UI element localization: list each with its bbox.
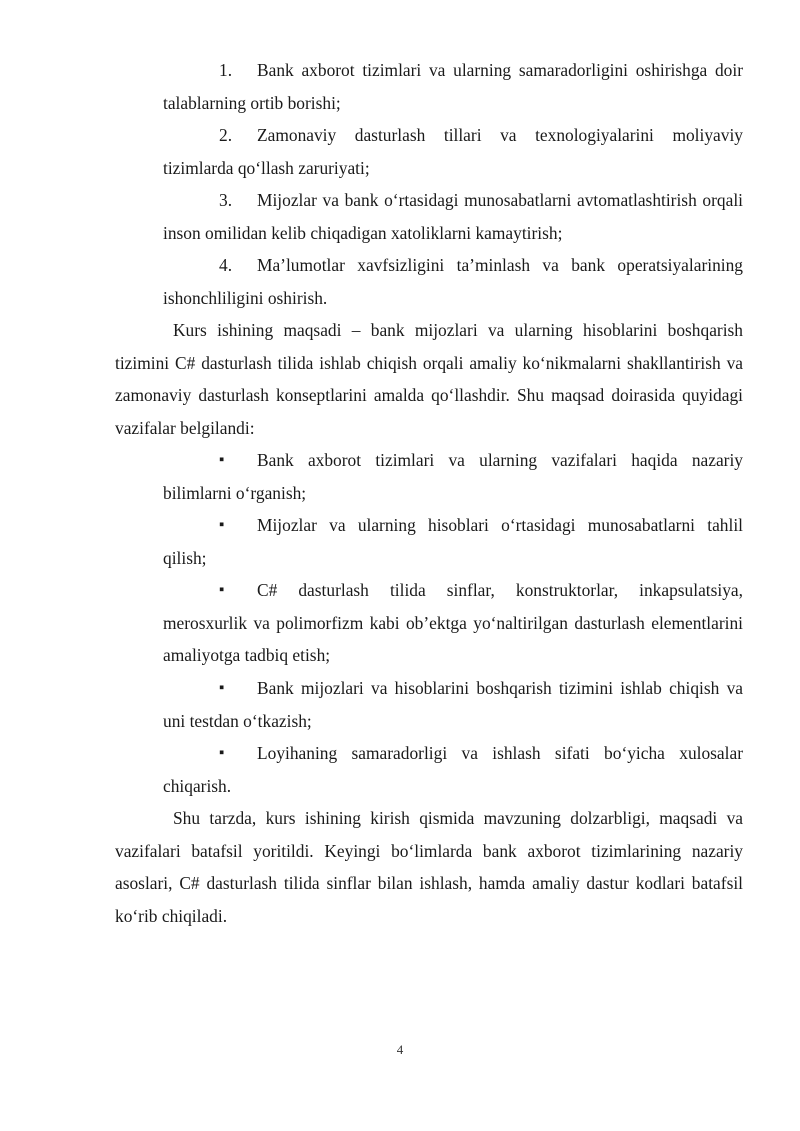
list-item-text: Mijozlar va bank o‘rtasidagi munosabatlarni avtomatlashtirish orqali inson omilidan kelib chiqadigan xatoliklarni kamaytirish;	[163, 190, 743, 243]
list-item-text: Zamonaviy dasturlash tillari va texnologiyalarini moliyaviy tizimlarda qo‘llash zaruriyati;	[163, 125, 743, 178]
list-item-text: Loyihaning samaradorligi va ishlash sifati bo‘yicha xulosalar chiqarish.	[163, 743, 743, 796]
task-item-4	[163, 672, 743, 737]
conclusion-paragraph: Shu tarzda, kurs ishining kirish qismida mavzuning dolzarbligi, maqsadi va vazifalari batafsil yoritildi. Keyingi bo‘limlarda bank axborot tizimlarining nazariy asoslari, C# dasturlash tilida sinflar bilan ishlash, hamda amaliy dastur kodlari batafsil ko‘rib chiqiladi.	[115, 808, 743, 926]
numbered-item-3	[163, 184, 743, 249]
page-number: 4	[396, 1042, 404, 1057]
list-number: 2.	[219, 125, 233, 145]
list-item-text: Ma’lumotlar xavfsizligini ta’minlash va bank operatsiyalarining ishonchliligini oshirish.	[163, 255, 743, 308]
list-item-text: Bank axborot tizimlari va ularning samaradorligini oshirishga doir talablarning ortib borishi;	[163, 60, 743, 113]
numbered-item-1	[163, 54, 743, 119]
numbered-item-4	[163, 249, 743, 314]
task-item-5	[163, 737, 743, 802]
list-number: 3.	[219, 190, 233, 210]
list-item-text: Bank mijozlari va hisoblarini boshqarish tizimini ishlab chiqish va uni testdan o‘tkazish;	[163, 678, 743, 731]
task-item-3	[163, 574, 743, 672]
list-item-text: Mijozlar va ularning hisoblari o‘rtasidagi munosabatlarni tahlil qilish;	[163, 515, 743, 568]
list-item-text: Bank axborot tizimlari va ularning vazifalari haqida nazariy bilimlarni o‘rganish;	[163, 450, 743, 503]
bullet-icon: ▪	[219, 680, 225, 696]
list-number: 1.	[219, 60, 233, 80]
task-item-1	[163, 444, 743, 509]
list-item-text: C# dasturlash tilida sinflar, konstruktorlar, inkapsulatsiya, merosxurlik va polimorfizm kabi ob’ektga yo‘naltirilgan dasturlash elementlarini amaliyotga tadbiq etish;	[163, 580, 743, 666]
bullet-icon: ▪	[219, 452, 225, 468]
task-item-2	[163, 509, 743, 574]
numbered-item-2	[163, 119, 743, 184]
list-number: 4.	[219, 255, 233, 275]
bullet-icon: ▪	[219, 745, 225, 761]
purpose-paragraph: Kurs ishining maqsadi – bank mijozlari va ularning hisoblarini boshqarish tizimini C# dasturlash tilida ishlab chiqish orqali amaliy ko‘nikmalarni shakllantirish va zamonaviy dasturlash konseptlarini amalda qo‘llashdir. Shu maqsad doirasida quyidagi vazifalar belgilandi:	[115, 320, 743, 438]
bullet-icon: ▪	[219, 517, 225, 533]
bullet-icon: ▪	[219, 582, 225, 598]
